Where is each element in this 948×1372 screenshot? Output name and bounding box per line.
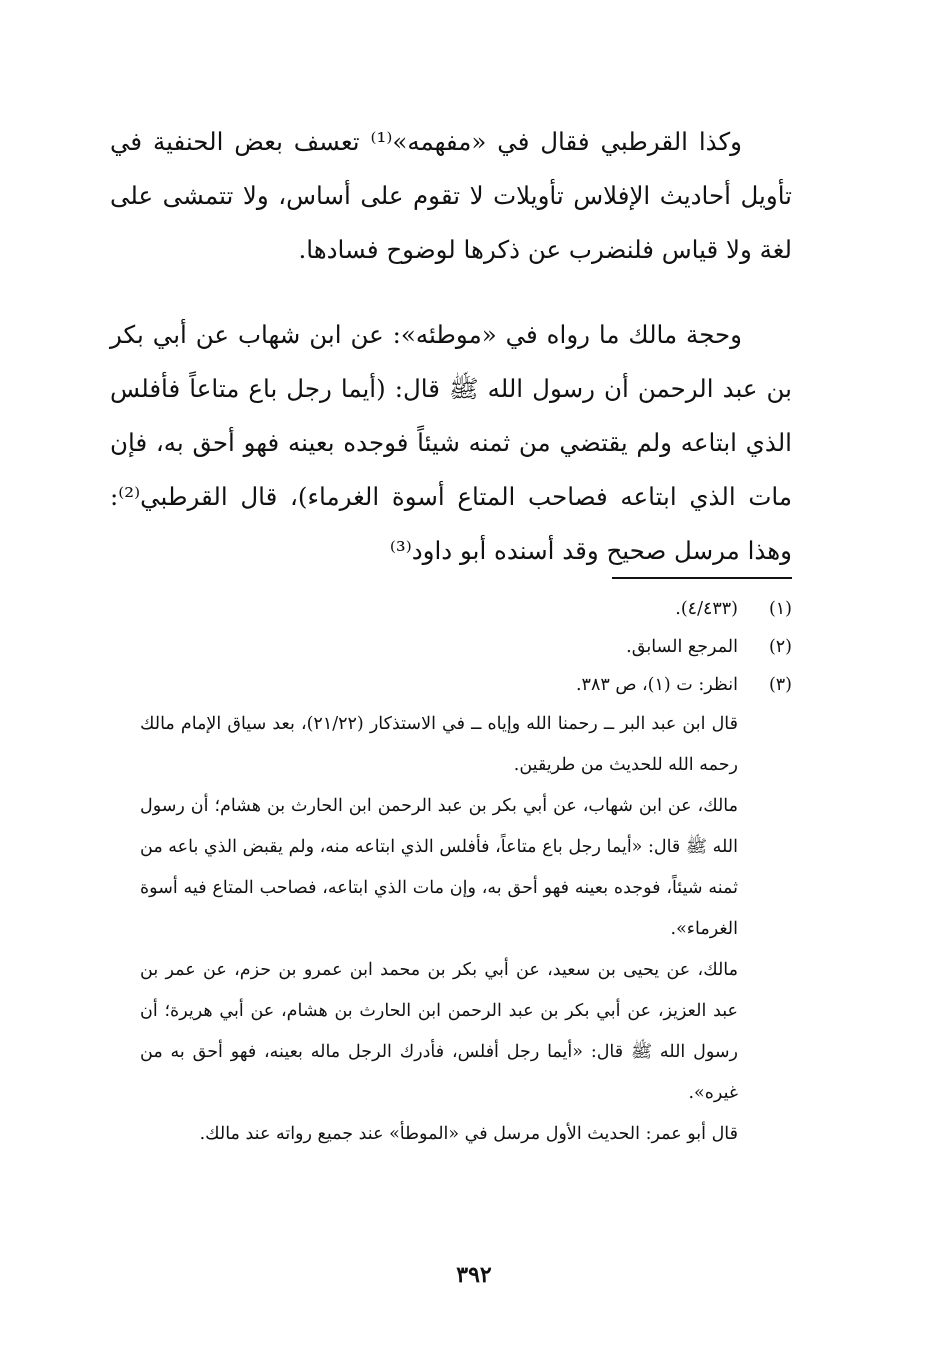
footnote-3 [110, 666, 792, 704]
footnote-quote-1: قال ابن عبد البر ــ رحمنا الله وإياه ــ في الاستذكار (٢١/٢٢)، بعد سياق الإمام مالك رحمه الله للحديث من طريقين. [140, 714, 739, 775]
page-number: ٣٩٢ [456, 1262, 492, 1288]
footnote-quote-4: قال أبو عمر: الحديث الأول مرسل في «الموطأ» عند جميع رواته عند مالك. [199, 1124, 738, 1144]
footnote-separator [612, 577, 792, 579]
footnote-text: المرجع السابق. [626, 637, 738, 657]
footnote-text: انظر: ت (١)، ص ٣٨٣. [575, 675, 738, 695]
footnote-1 [110, 590, 792, 628]
paragraph-2: وحجة مالك ما رواه في «موطئه»: عن ابن شهاب عن أبي بكر بن عبد الرحمن أن رسول الله ﷺ قال: (أيما رجل باع متاعاً فأفلس الذي ابتاعه ولم يقتضي من ثمنه شيئاً فوجده بعينه فهو أحق به، فإن مات الذي ابتاعه فصاحب المتاع أسوة الغرماء)، قال القرطبي⁽²⁾: وهذا مرسل صحيح وقد أسنده أبو داود⁽³⁾ [110, 320, 792, 565]
footnote-quote-2: مالك، عن ابن شهاب، عن أبي بكر بن عبد الرحمن ابن الحارث بن هشام؛ أن رسول الله ﷺ قال: «أيما رجل باع متاعاً، فأفلس الذي ابتاعه منه، ولم يقبض الذي باعه من ثمنه شيئاً، فوجده بعينه فهو أحق به، وإن مات الذي ابتاعه، فصاحب المتاع فيه أسوة الغرماء». [140, 796, 738, 939]
footnote-text: (٤/٤٣٣). [675, 599, 738, 619]
footnote-number: (١) [768, 599, 792, 619]
paragraph-1: وكذا القرطبي فقال في «مفهمه»⁽¹⁾ تعسف بعض الحنفية في تأويل أحاديث الإفلاس تأويلات لا تقوم على أساس، ولا تتمشى على لغة ولا قياس فلنضرب عن ذكرها لوضوح فسادها. [110, 127, 792, 264]
footnote-2 [110, 628, 792, 666]
footnote-number: (٣) [768, 675, 792, 695]
main-text [110, 115, 792, 578]
footnote-number: (٢) [768, 637, 792, 657]
footnotes [110, 590, 792, 1155]
footnote-quote-3: مالك، عن يحيى بن سعيد، عن أبي بكر بن محمد ابن عمرو بن حزم، عن عمر بن عبد العزيز، عن أبي بكر بن عبد الرحمن ابن الحارث بن هشام، عن أبي هريرة؛ أن رسول الله ﷺ قال: «أيما رجل أفلس، فأدرك الرجل ماله بعينه، فهو أحق به من غيره». [140, 960, 738, 1103]
page-content [110, 115, 792, 1144]
